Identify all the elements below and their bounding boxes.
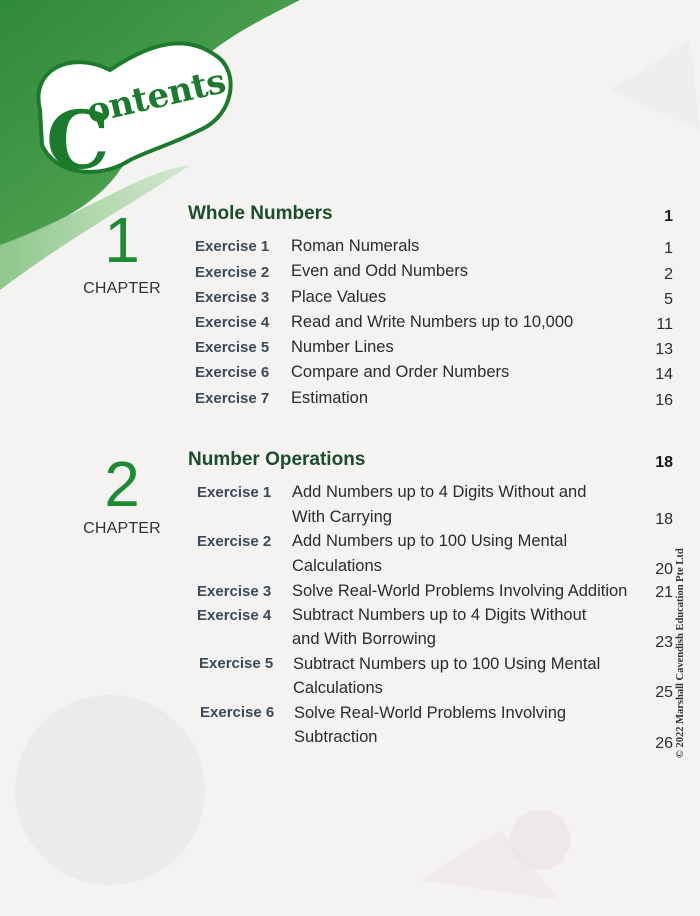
exercise-label: Exercise 6 (200, 704, 275, 721)
exercise-page-number: 23 (655, 634, 673, 651)
exercise-page-number: 11 (656, 316, 673, 333)
exercise-title: Roman Numerals (291, 237, 420, 255)
exercise-title-line: Add Numbers up to 100 Using Mental (292, 532, 568, 550)
chapter-page-number: 1 (664, 208, 673, 225)
exercise-title-line: and With Borrowing (292, 630, 436, 648)
exercise-title-line: Solve Real-World Problems Involving Addition (292, 582, 628, 600)
exercise-title-line: Subtract Numbers up to 4 Digits Without (292, 606, 587, 624)
chapter-title[interactable]: Number Operations (188, 449, 366, 470)
exercise-title-line: Add Numbers up to 4 Digits Without and (292, 483, 587, 501)
exercise-page-number: 14 (655, 366, 673, 383)
exercise-label: Exercise 5 (199, 655, 274, 672)
exercise-label: Exercise 3 (195, 289, 270, 306)
chapter-number: 1 (104, 204, 140, 276)
exercise-label: Exercise 5 (195, 339, 270, 356)
exercise-title: Compare and Order Numbers (291, 363, 510, 381)
exercise-page-number: 25 (655, 684, 673, 701)
exercise-page-number: 2 (664, 266, 673, 283)
exercise-page-number: 5 (664, 291, 673, 308)
exercise-label: Exercise 6 (195, 364, 270, 381)
exercise-title: Estimation (291, 389, 369, 407)
chapter-number: 2 (104, 448, 140, 520)
chapter-label: CHAPTER (83, 520, 161, 537)
exercise-label: Exercise 1 (197, 484, 272, 501)
exercise-label: Exercise 3 (197, 583, 272, 600)
exercise-page-number: 18 (655, 511, 673, 528)
exercise-label: Exercise 2 (195, 264, 270, 281)
exercise-title-line: Solve Real-World Problems Involving (294, 704, 567, 722)
contents-title-initial: C (46, 93, 110, 187)
exercise-title: Number Lines (291, 338, 394, 356)
exercise-label: Exercise 4 (197, 607, 272, 624)
exercise-page-number: 13 (655, 341, 673, 358)
exercise-title: Read and Write Numbers up to 10,000 (291, 313, 574, 331)
chapter-title[interactable]: Whole Numbers (188, 203, 333, 224)
exercise-title-line: With Carrying (292, 508, 392, 526)
exercise-title-line: Calculations (292, 557, 382, 575)
exercise-label: Exercise 2 (197, 533, 272, 550)
exercise-title-line: Subtract Numbers up to 100 Using Mental (293, 655, 601, 673)
copyright-notice: © 2022 Marshall Cavendish Education Pte Ltd (675, 548, 686, 758)
exercise-page-number: 21 (655, 584, 673, 601)
contents-title: ontents (83, 61, 230, 133)
exercise-title: Even and Odd Numbers (291, 262, 469, 280)
exercise-label: Exercise 4 (195, 314, 270, 331)
exercise-page-number: 1 (664, 240, 673, 257)
exercise-title: Place Values (291, 288, 387, 306)
exercise-page-number: 16 (655, 392, 673, 409)
chapter-label: CHAPTER (83, 280, 161, 297)
exercise-label: Exercise 1 (195, 238, 270, 255)
chapter-page-number: 18 (655, 454, 673, 471)
exercise-page-number: 20 (655, 561, 673, 578)
exercise-title-line: Calculations (293, 679, 383, 697)
exercise-title-line: Subtraction (294, 728, 378, 746)
exercise-label: Exercise 7 (195, 390, 270, 407)
exercise-page-number: 26 (655, 735, 673, 752)
